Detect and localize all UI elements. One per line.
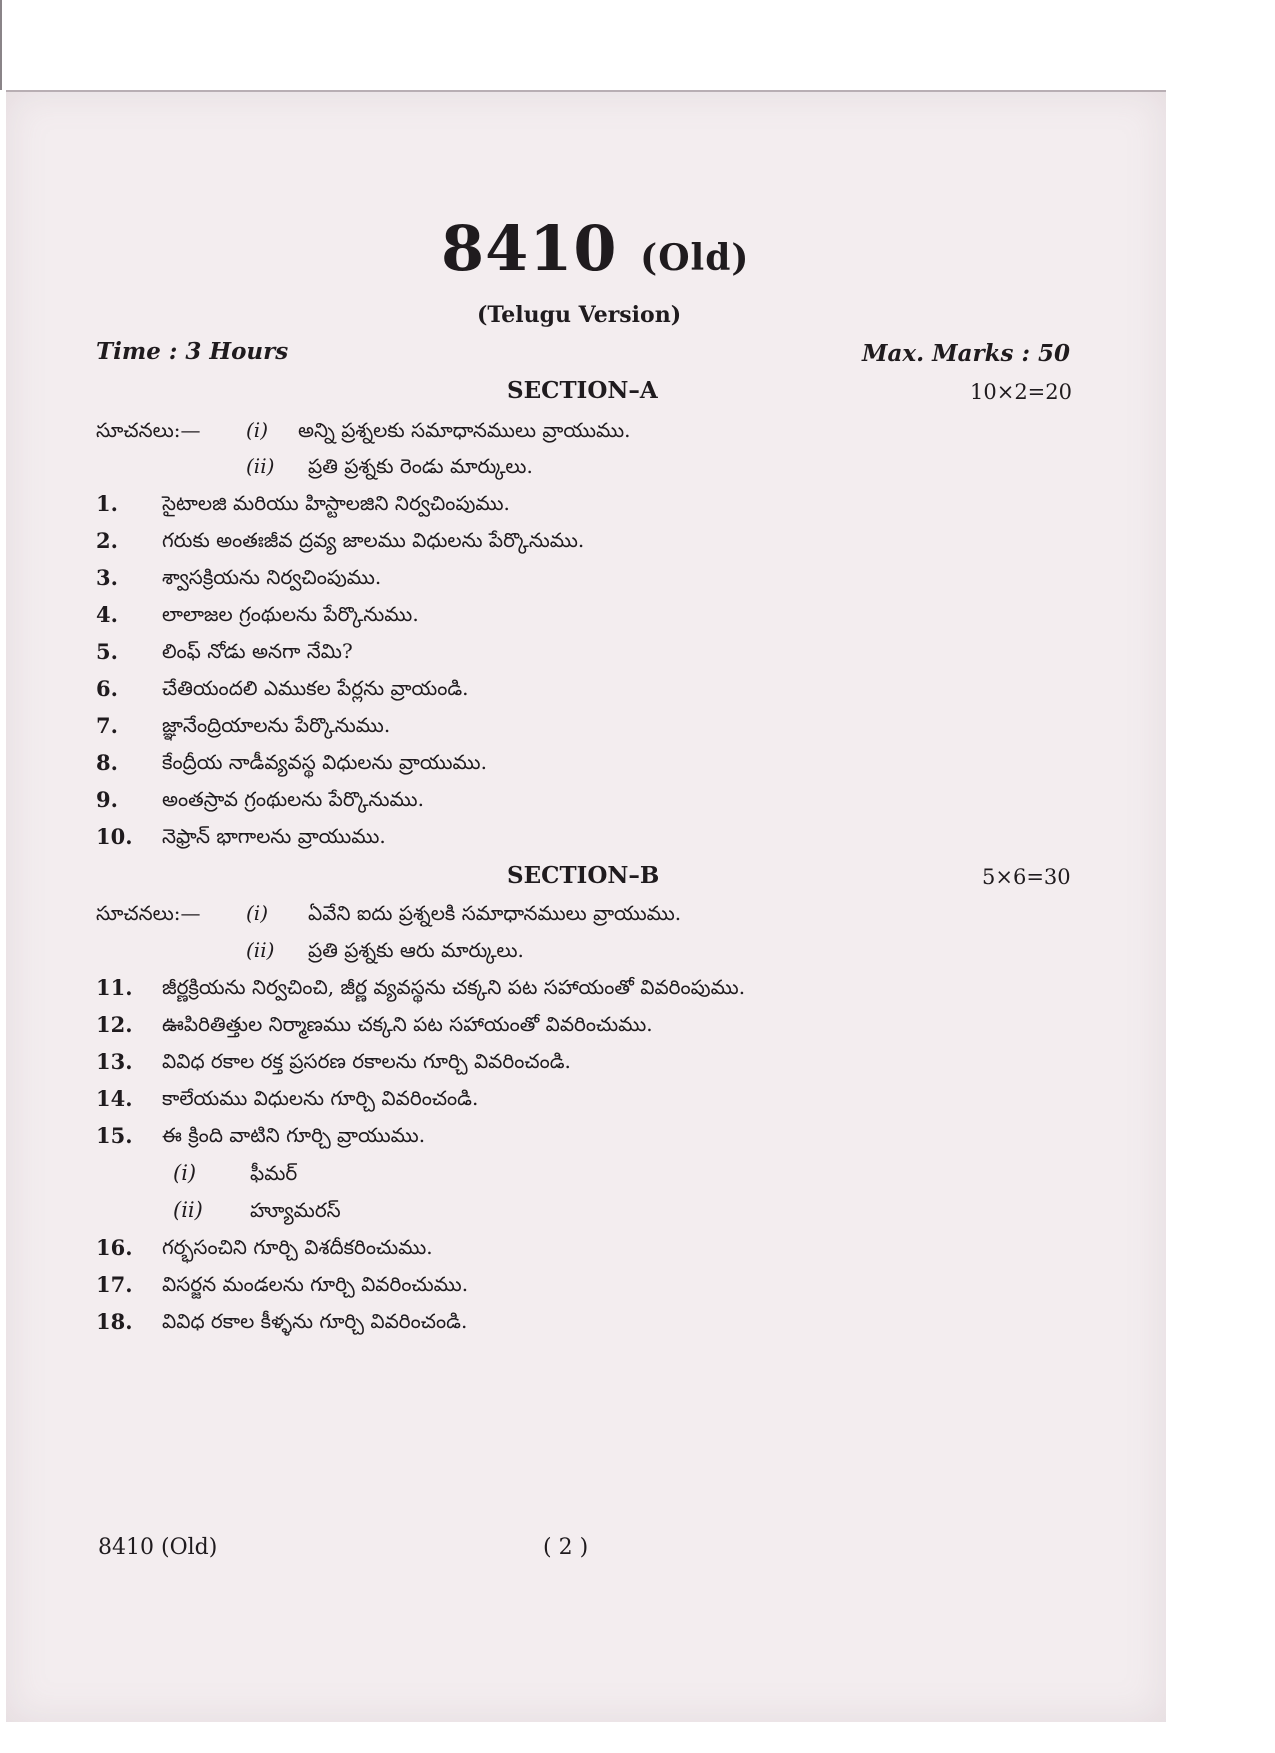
question-number: 16. xyxy=(96,1235,133,1260)
question-text: అంతస్రావ గ్రంథులను పేర్కొనుము. xyxy=(162,787,424,811)
question-number: 3. xyxy=(96,565,118,590)
question-text: గర్భసంచిని గూర్చి విశదీకరించుము. xyxy=(162,1235,433,1259)
section-b-note-text: ప్రతి ప్రశ్నకు ఆరు మార్కులు. xyxy=(308,938,524,962)
question-number: 5. xyxy=(96,639,118,664)
question-text: కాలేయము విధులను గూర్చి వివరించండి. xyxy=(162,1086,479,1110)
section-b-marks: 5×6=30 xyxy=(982,865,1071,889)
question-text: సైటాలజి మరియు హిస్టాలజిని నిర్వచింపుము. xyxy=(162,491,510,515)
paper-code-title xyxy=(441,212,749,285)
question-text: చేతియందలి ఎముకల పేర్లను వ్రాయండి. xyxy=(162,676,469,700)
section-b-note-text: ఏవేని ఐదు ప్రశ్నలకి సమాధానములు వ్రాయుము. xyxy=(308,901,682,925)
footer-paper-code: 8410 (Old) xyxy=(98,1535,218,1560)
question-text: శ్వాసక్రియను నిర్వచింపుము. xyxy=(162,565,382,589)
question-number: 13. xyxy=(96,1049,133,1074)
question-number: 15. xyxy=(96,1123,133,1148)
section-b-note-num: (i) xyxy=(246,901,269,925)
question-text: జీర్ణక్రియను నిర్వచించి, జీర్ణ వ్యవస్థను చక్కని పట సహాయంతో వివరింపుము. xyxy=(162,975,746,999)
question-text: ఈ క్రింది వాటిని గూర్చి వ్రాయుము. xyxy=(162,1123,426,1147)
subpart-number: (ii) xyxy=(173,1198,203,1222)
section-b-heading: SECTION–B xyxy=(507,862,660,889)
section-a-note-text: అన్ని ప్రశ్నలకు సమాధానములు వ్రాయుము. xyxy=(298,418,631,442)
paper-code: 8410 xyxy=(441,212,618,285)
paper-top-edge xyxy=(6,90,1166,92)
question-number: 1. xyxy=(96,491,118,516)
section-a-note-num: (ii) xyxy=(246,454,275,478)
section-a-marks: 10×2=20 xyxy=(970,380,1072,404)
question-number: 10. xyxy=(96,824,133,849)
question-text: విసర్జన మండలను గూర్చి వివరించుము. xyxy=(162,1272,469,1296)
question-text: ఊపిరితిత్తుల నిర్మాణము చక్కని పట సహాయంతో వివరించుము. xyxy=(162,1012,653,1036)
question-number: 14. xyxy=(96,1086,133,1111)
section-a-note-text: ప్రతి ప్రశ్నకు రెండు మార్కులు. xyxy=(308,454,533,478)
section-b-note-num: (ii) xyxy=(246,938,275,962)
question-text: జ్ఞానేంద్రియాలను పేర్కొనుము. xyxy=(162,713,391,737)
section-a-note-num: (i) xyxy=(246,418,269,442)
time-label: Time : 3 Hours xyxy=(96,338,289,365)
subpart-number: (i) xyxy=(173,1161,197,1185)
question-number: 12. xyxy=(96,1012,133,1037)
question-number: 17. xyxy=(96,1272,133,1297)
question-number: 8. xyxy=(96,750,118,775)
question-number: 9. xyxy=(96,787,118,812)
question-number: 7. xyxy=(96,713,118,738)
section-a-note-label: సూచనలు:— xyxy=(96,418,201,442)
question-number: 6. xyxy=(96,676,118,701)
paper-code-suffix: (Old) xyxy=(640,237,750,279)
section-a-heading: SECTION–A xyxy=(507,377,658,404)
question-text: వివిధ రకాల కీళ్ళను గూర్చి వివరించండి. xyxy=(162,1309,468,1333)
question-number: 18. xyxy=(96,1309,133,1334)
question-text: లింఫ్ నోడు అనగా నేమి? xyxy=(162,639,353,663)
question-text: కేంద్రీయ నాడీవ్యవస్థ విధులను వ్రాయుము. xyxy=(162,750,487,774)
version-label: (Telugu Version) xyxy=(477,302,682,328)
question-number: 11. xyxy=(96,975,133,1000)
question-number: 2. xyxy=(96,528,118,553)
question-text: నెఫ్రాన్ భాగాలను వ్రాయుము. xyxy=(162,824,386,848)
page-number: ( 2 ) xyxy=(543,1535,589,1560)
question-text: గరుకు అంతఃజీవ ద్రవ్య జాలము విధులను పేర్కొనుము. xyxy=(162,528,585,552)
question-number: 4. xyxy=(96,602,118,627)
scan-edge xyxy=(0,0,2,90)
section-b-note-label: సూచనలు:— xyxy=(96,901,201,925)
subpart-text: హ్యూమరస్ xyxy=(250,1198,341,1222)
question-text: లాలాజల గ్రంథులను పేర్కొనుము. xyxy=(162,602,419,626)
max-marks-label: Max. Marks : 50 xyxy=(862,340,1070,367)
subpart-text: ఫీమర్ xyxy=(250,1161,298,1185)
question-text: వివిధ రకాల రక్త ప్రసరణ రకాలను గూర్చి వివరించండి. xyxy=(162,1049,571,1073)
